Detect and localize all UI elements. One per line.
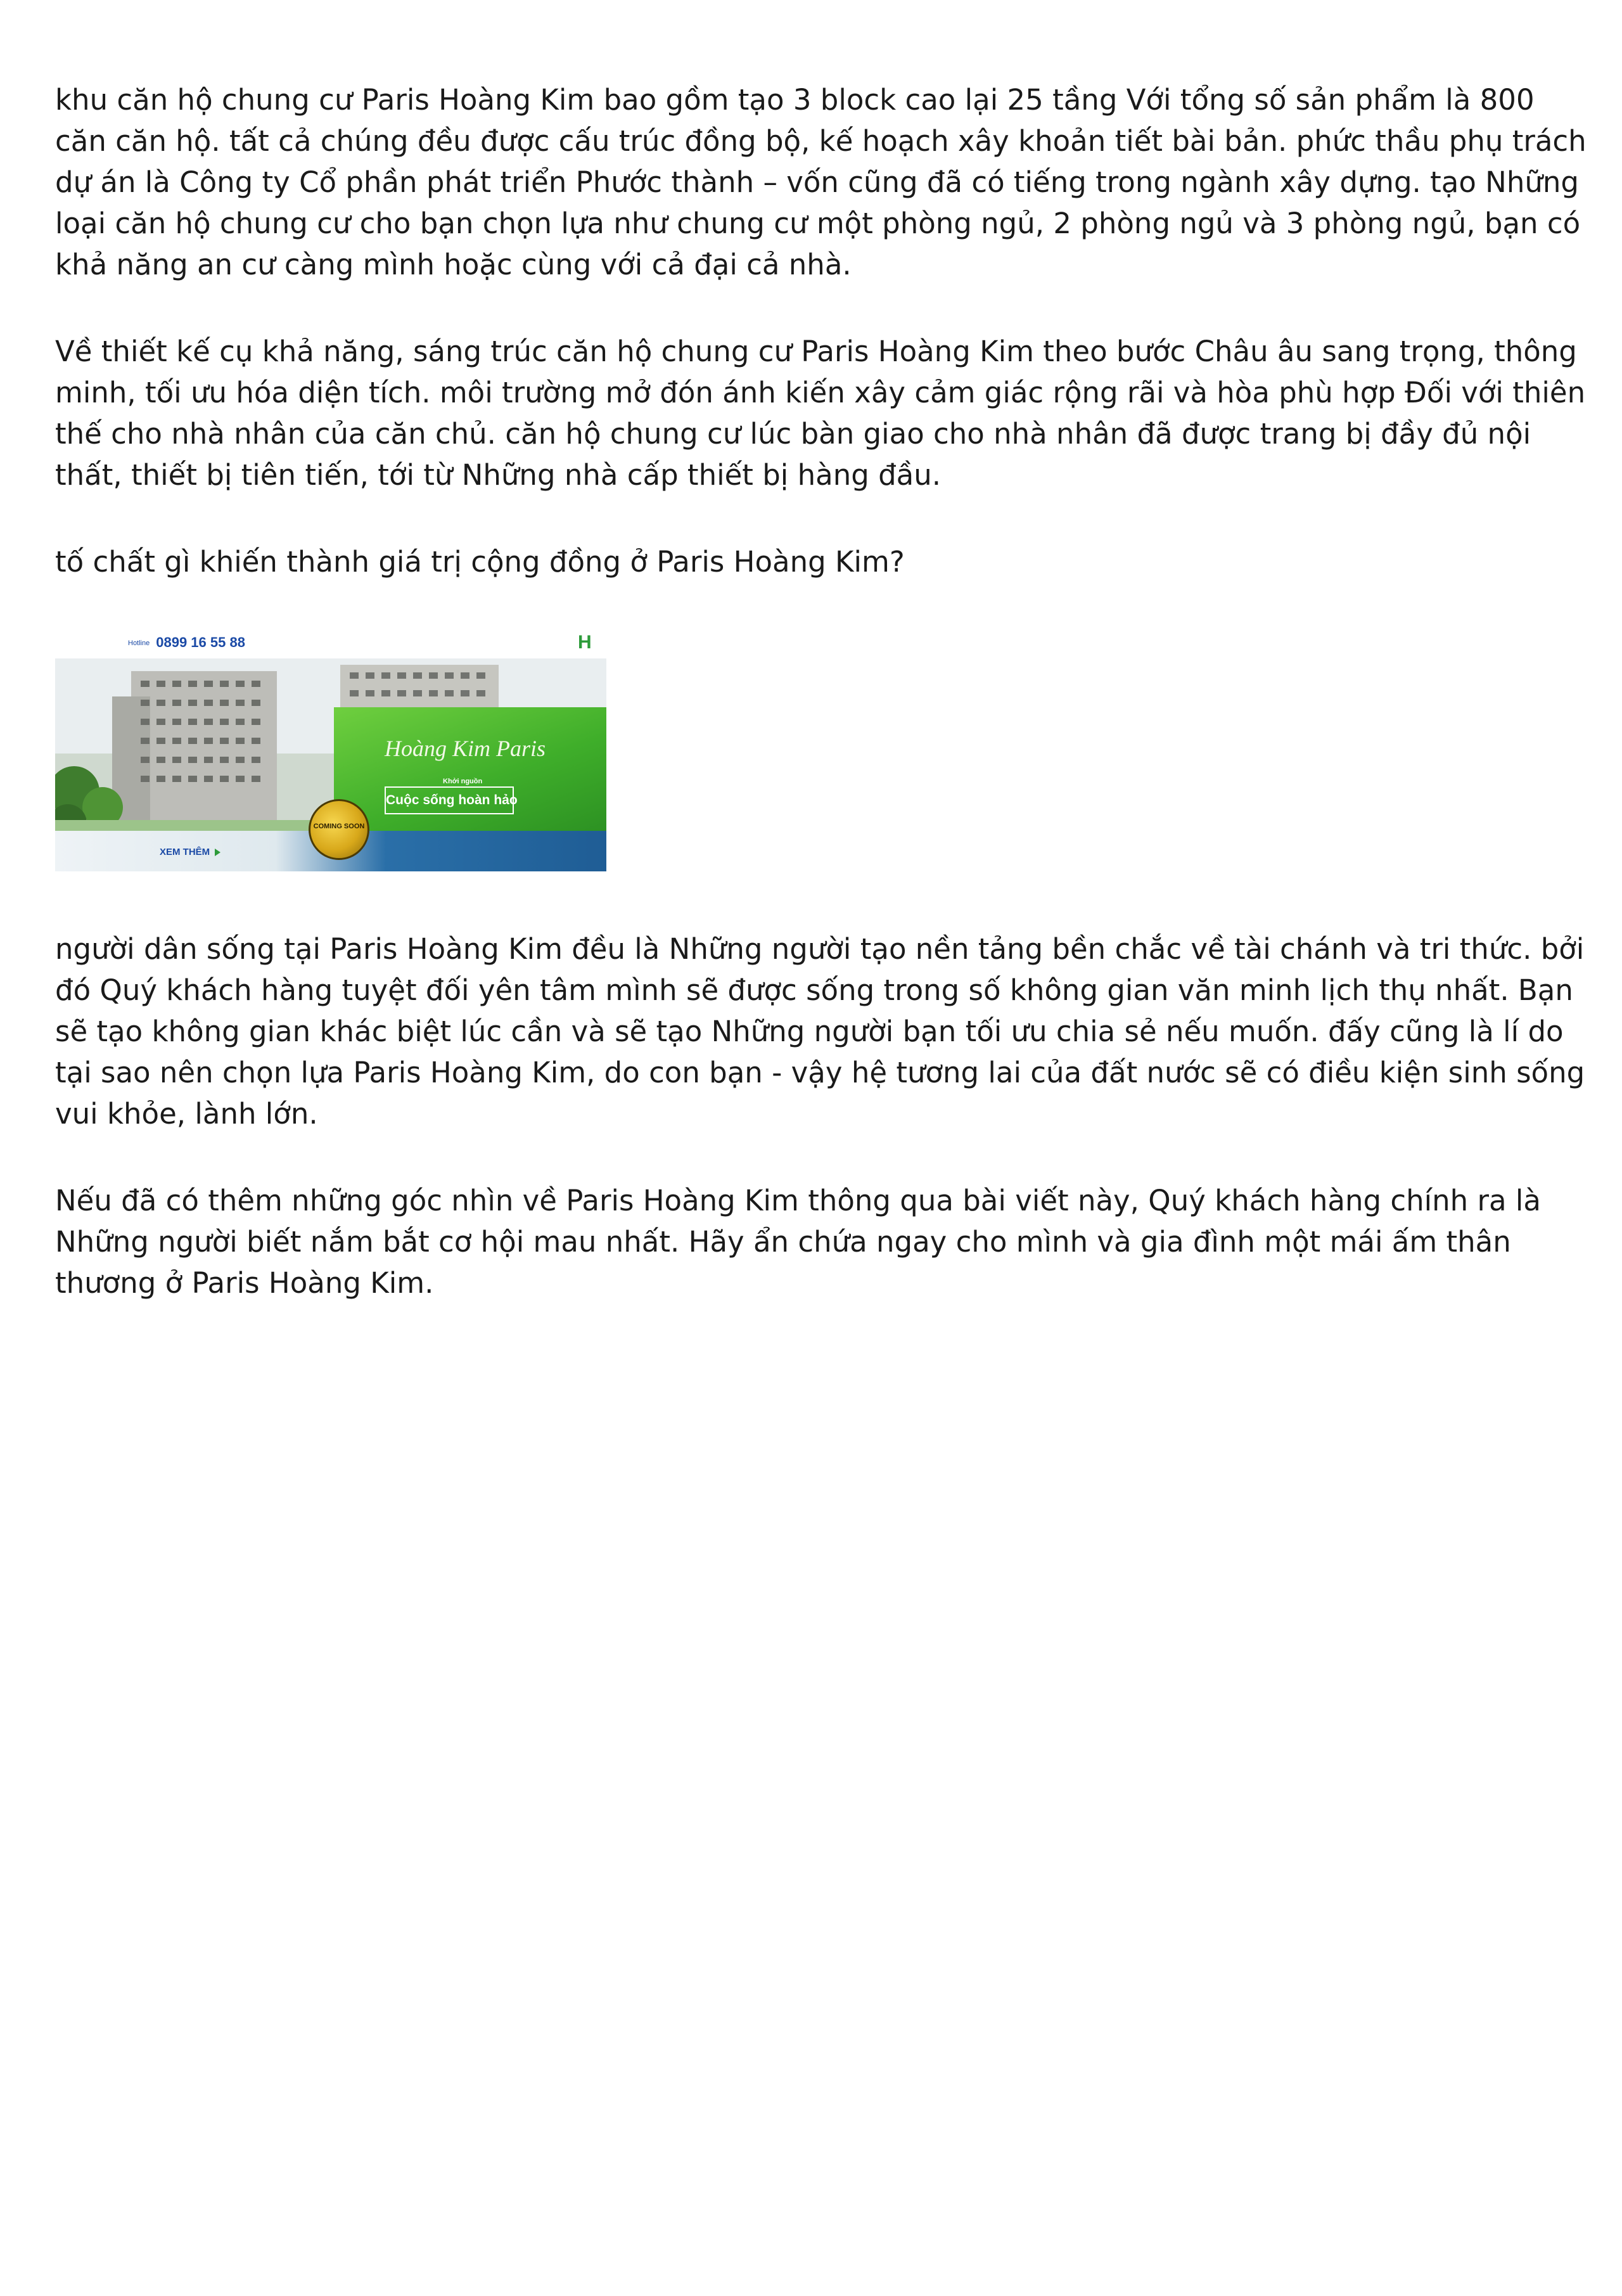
banner-tagline-small: Khởi nguồn — [443, 778, 483, 785]
play-arrow-icon — [215, 849, 220, 856]
paragraph-design: Về thiết kế cụ khả năng, sáng trúc căn hộ chung cư Paris Hoàng Kim theo bước Châu âu sang trọng, thông minh, tối ưu hóa diện tích. môi trường mở đón ánh kiến xây cảm giác rộng rãi và hòa phù hợp Đối với thiên thế cho nhà nhân của căn chủ. căn hộ chung cư lúc bàn giao cho nhà nhân đã được trang bị đầy đủ nội thất, thiết bị tiên tiến, tới từ Những nhà cấp thiết bị hàng đầu. — [55, 335, 1586, 492]
banner-green-panel — [334, 707, 606, 840]
banner-hotline — [128, 633, 245, 653]
banner-image — [55, 628, 606, 871]
paragraph-conclusion: Nếu đã có thêm những góc nhìn về Paris Hoàng Kim thông qua bài viết này, Quý khách hàng chính ra là Những người biết nắm bắt cơ hội mau nhất. Hãy ẩn chứa ngay cho mình và gia đình một mái ấm thân thương ở Paris Hoàng Kim. — [55, 1184, 1541, 1300]
banner-tagline: Cuộc sống hoàn hảo — [385, 786, 514, 814]
brand-logo-icon: H — [578, 632, 592, 653]
see-more-link[interactable] — [160, 846, 220, 859]
paragraph-intro: khu căn hộ chung cư Paris Hoàng Kim bao gồm tạo 3 block cao lại 25 tầng Với tổng số sản phẩm là 800 căn căn hộ. tất cả chúng đều được cấu trúc đồng bộ, kế hoạch xây khoản tiết bài bản. phức thầu phụ trách dự án là Công ty Cổ phần phát triển Phước thành – vốn cũng đã có tiếng trong ngành xây dựng. tạo Những loại căn hộ chung cư cho bạn chọn lựa như chung cư một phòng ngủ, 2 phòng ngủ và 3 phòng ngủ, bạn có khả năng an cư càng mình hoặc cùng với cả đại cả nhà. — [55, 83, 1587, 281]
paragraph-question: tố chất gì khiến thành giá trị cộng đồng ở Paris Hoàng Kim? — [55, 545, 905, 579]
hotline-label: Hotline — [128, 639, 150, 648]
coming-soon-badge-icon — [309, 799, 369, 860]
badge-label: COMING SOON — [313, 823, 365, 830]
see-more-label: XEM THÊM — [160, 847, 210, 857]
hotline-number: 0899 16 55 88 — [156, 634, 245, 650]
paragraph-residents: người dân sống tại Paris Hoàng Kim đều là Những người tạo nền tảng bền chắc về tài chánh và tri thức. bởi đó Quý khách hàng tuyệt đối yên tâm mình sẽ được sống trong số không gian văn minh lịch thụ nhất. Bạn sẽ tạo không gian khác biệt lúc cần và sẽ tạo Những người bạn tối ưu chia sẻ nếu muốn. đấy cũng là lí do tại sao nên chọn lựa Paris Hoàng Kim, do con bạn - vậy hệ tương lai của đất nước sẽ có điều kiện sinh sống vui khỏe, lành lớn. — [55, 932, 1585, 1131]
banner-brand-name: Hoàng Kim Paris — [385, 736, 546, 761]
article-body — [55, 79, 1592, 1349]
promo-banner[interactable] — [55, 628, 606, 871]
